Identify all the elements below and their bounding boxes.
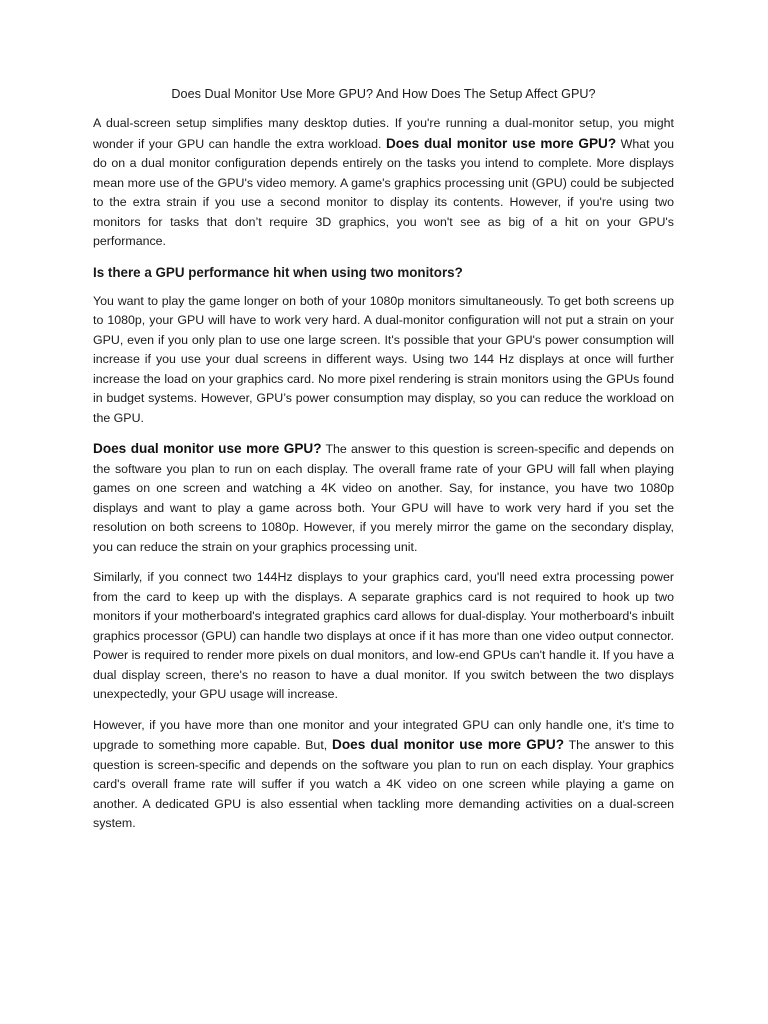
intro-paragraph	[93, 114, 674, 252]
upgrade-paragraph	[93, 716, 674, 834]
performance-paragraph: You want to play the game longer on both of your 1080p monitors simultaneously. To get both screens up to 1080p, your GPU will have to work very hard. A dual-monitor configuration will not put a strain on your GPU, even if you only plan to use one large screen. It's possible that your GPU's power consumption will increase if you use your dual screens in different ways. Using two 144 Hz displays at once will further increase the load on your graphics card. No more pixel rendering is strain monitors using the GPUs found in budget systems. However, GPU’s power consumption may display, so you can reduce the workload on the GPU.	[93, 293, 674, 425]
section-heading: Is there a GPU performance hit when using two monitors?	[93, 264, 463, 280]
document-title: Does Dual Monitor Use More GPU? And How Does The Setup Affect GPU?	[171, 87, 596, 101]
refresh-rate-paragraph: Similarly, if you connect two 144Hz displays to your graphics card, you'll need extra processing power from the card to keep up with the displays. A separate graphics card is not required to hook up two monitors if your motherboard's integrated graphics card allows for dual-display. Your motherboard's inbuilt graphics processor (GPU) can handle two displays at once if it has more than one video output connector. Power is required to render more pixels on dual monitors, and low-end GPUs can't handle it. If you have a dual display screen, there's no reason to have a dual monitor. If you switch between the two displays unexpectedly, your GPU usage will increase.	[93, 570, 674, 701]
upgrade-text-end: The answer to this question is screen-specific and depends on the software you plan to run on each display. Your graphics card's overall frame rate will suffer if you watch a 4K video on one screen while playing a game on another. A dedicated GPU is also essential when tackling more demanding activities on a dual-screen system.	[93, 738, 674, 830]
screen-specific-text: The answer to this question is screen-specific and depends on the software you plan to run on each display. The overall frame rate of your GPU will fall when playing games on one screen and watching a 4K video on another. Say, for instance, you have two 1080p displays and want to play a game across both. Your GPU will have to work very hard if you set the resolution on both screens to 1080p. However, if you merely mirror the game on the secondary display, you can reduce the strain on your graphics processing unit.	[93, 442, 674, 554]
upgrade-question-emphasis: Does dual monitor use more GPU?	[332, 737, 565, 752]
screen-specific-paragraph	[93, 439, 674, 557]
intro-question-emphasis: Does dual monitor use more GPU?	[385, 135, 617, 151]
paragraph-question-emphasis: Does dual monitor use more GPU?	[93, 441, 322, 456]
upgrade-text-start: However, if you have more than one monitor and your integrated GPU can only handle one, it's time to upgrade to something more capable. But,	[93, 717, 674, 752]
intro-text-end: What you do on a dual monitor configuration depends entirely on the tasks you intend to complete. More displays mean more use of the GPU's video memory. A game's graphics processing unit (GPU) could be subjected to the extra strain if you use a second monitor to display its contents. However, if you're using two monitors for tasks that don’t require 3D graphics, you won't see as big of a hit on your GPU's performance.	[93, 136, 674, 248]
document-page	[93, 84, 674, 845]
intro-text-start: A dual-screen setup simplifies many desktop duties. If you're running a dual-monitor setup, you might wonder if your GPU can handle the extra workload.	[93, 116, 674, 151]
